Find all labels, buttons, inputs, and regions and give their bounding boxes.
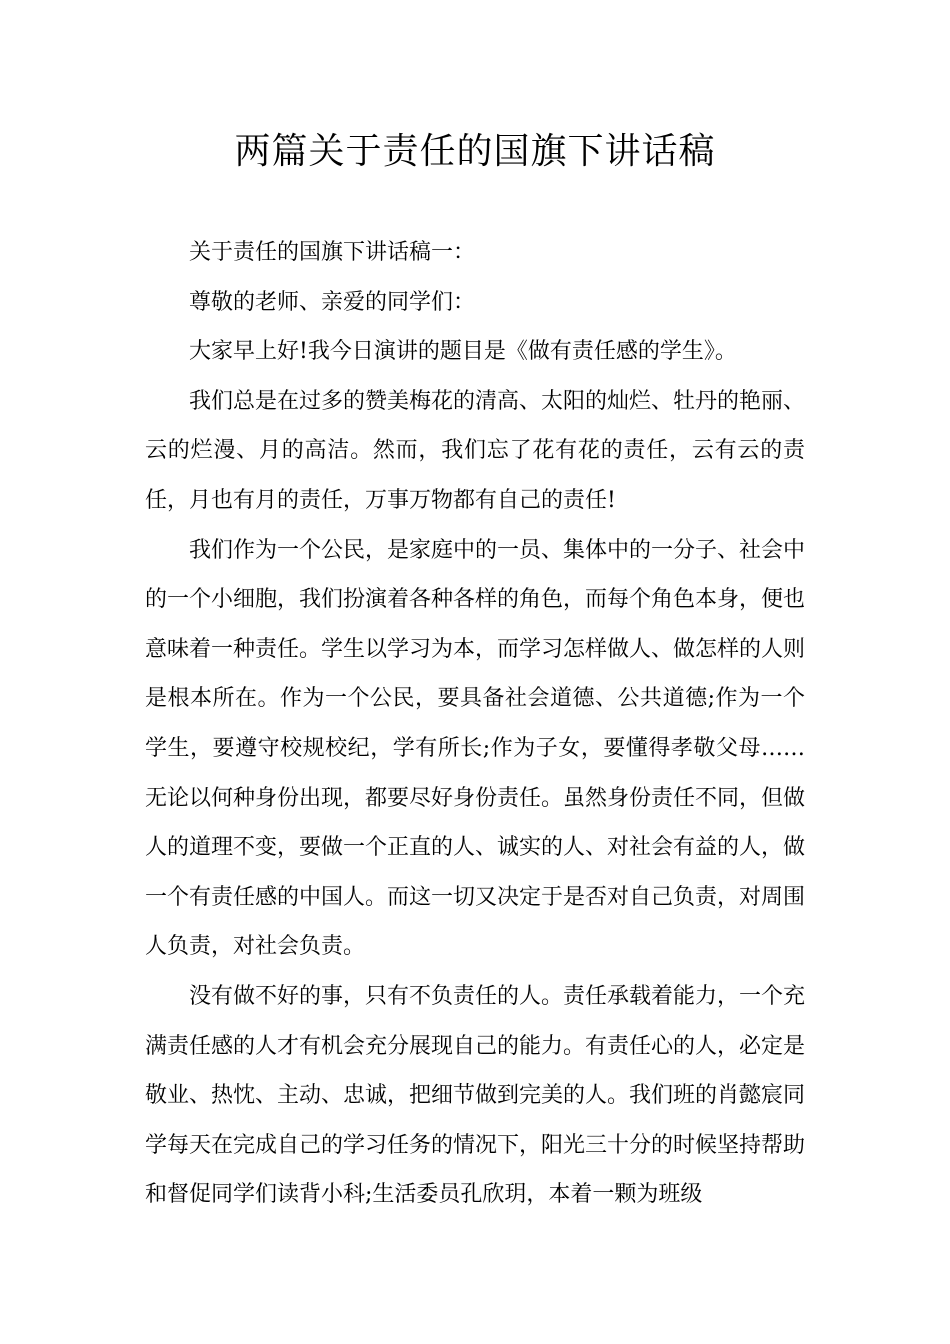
- paragraph-heading: 关于责任的国旗下讲话稿一：: [189, 240, 476, 265]
- paragraph: 我们作为一个公民，是家庭中的一员、集体中的一分子、社会中的一个小细胞，我们扮演着各种各样的角色，而每个角色本身，便也意味着一种责任。学生以学习为本，而学习怎样做人、做怎样的人则是根本所在。作为一个公民，要具备社会道德、公共道德;作为一个学生，要遵守校规校纪，学有所长;作为子女，要懂得孝敬父母……无论以何种身份出现，都要尽好身份责任。虽然身份责任不同，但做人的道理不变，要做一个正直的人、诚实的人、对社会有益的人，做一个有责任感的中国人。而这一切又决定于是否对自己负责，对周围人负责，对社会负责。: [145, 537, 806, 960]
- paragraph: 我们总是在过多的赞美梅花的清高、太阳的灿烂、牡丹的艳丽、云的烂漫、月的高洁。然而，我们忘了花有花的责任，云有云的责任，月也有月的责任，万事万物都有自己的责任!: [145, 388, 806, 513]
- document-title: 两篇关于责任的国旗下讲话稿: [234, 131, 716, 172]
- document-body: [145, 228, 805, 1220]
- paragraph: 没有做不好的事，只有不负责任的人。责任承载着能力，一个充满责任感的人才有机会充分展现自己的能力。有责任心的人，必定是敬业、热忱、主动、忠诚，把细节做到完美的人。我们班的肖懿宸同学每天在完成自己的学习任务的情况下，阳光三十分的时候坚持帮助和督促同学们读背小科;生活委员孔欣玥，本着一颗为班级: [145, 983, 806, 1208]
- paragraph-salutation: 尊敬的老师、亲爱的同学们：: [189, 289, 476, 315]
- paragraph-greeting: 大家早上好!我今日演讲的题目是《做有责任感的学生》。: [189, 339, 737, 365]
